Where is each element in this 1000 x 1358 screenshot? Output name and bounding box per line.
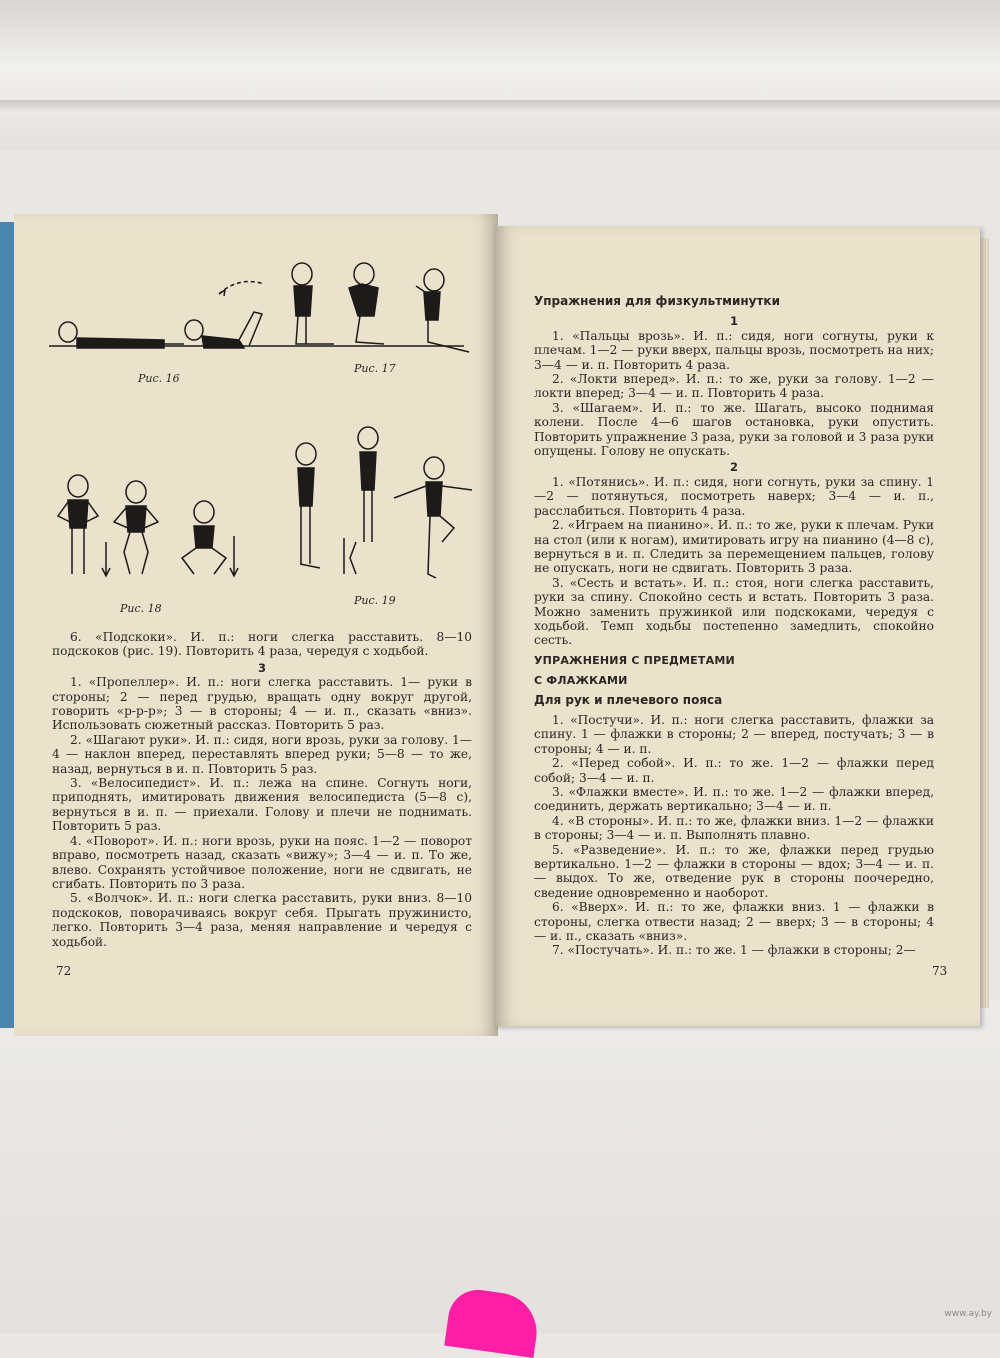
paragraph: 5. «Разведение». И. п.: то же, флажки перед грудью вертикально. 1—2 — флажки в стороны — вдох; 3—4 — и. п. — выдох. То же, отведение рук в стороны поочередно, сведение одновременно и наоборот. (534, 842, 934, 900)
paragraph: 2. «Шагают руки». И. п.: сидя, ноги врозь, руки за голову. 1—4 — наклон вперед, переставлять вперед руки; 5—8 — то же, назад, вернуться в и. п. Повторить 5 раз. (52, 732, 472, 776)
paragraph: 7. «Постучать». И. п.: то же. 1 — флажки в стороны; 2— (552, 943, 916, 958)
figure-lying-exercise (44, 254, 474, 364)
paragraph: 1. «Постучи». И. п.: ноги слегка расставить, флажки за спину. 1 — флажки в стороны; 2 — вперед, постучать; 3 — в стороны; 4 — и. п. (534, 712, 934, 756)
paragraph: 4. «Поворот». И. п.: ноги врозь, руки на пояс. 1—2 — поворот вправо, посмотреть назад, сказать «вижу»; 3—4 — и. п. То же, влево. Сохранять устойчивое положение, ноги не сдвигать, не сгибать. Повторить по 3 раза. (52, 833, 472, 891)
caption-fig17: Рис. 17 (354, 362, 396, 375)
paragraph: 1. «Потянись». И. п.: сидя, ноги согнуть, руки за спину. 1—2 — потянуться, посмотреть наверх; 3—4 — и. п., расслабиться. Повторить 4 раза. (534, 474, 934, 518)
section-heading: Для рук и плечевого пояса (534, 692, 723, 707)
page-number-left: 72 (56, 964, 72, 978)
paragraph: 2. «Перед собой». И. п.: то же. 1—2 — флажки перед собой; 3—4 — и. п. (534, 756, 934, 785)
paragraph: 3. «Флажки вместе». И. п.: то же. 1—2 — флажки вперед, соединить, держать вертикально; 3—4 — и. п. (534, 785, 934, 814)
paragraph: 2. «Играем на пианино». И. п.: то же, руки к плечам. Руки на стол (или к ногам), имитировать игру на пианино (4—8 с), вернуться в и. п. Следить за перемещением пальцев, голову не опускать, ноги не сдвигать. Повторить 3 раза. (534, 518, 934, 576)
left-body-text (52, 630, 472, 949)
section-heading: УПРАЖНЕНИЯ С ПРЕДМЕТАМИ (534, 653, 735, 667)
paragraph: 2. «Локти вперед». И. п.: то же, руки за голову. 1—2 — локти вперед; 3—4 — и. п. Повторить 4 раза. (534, 372, 934, 401)
figure-standing-exercises (44, 424, 474, 594)
paragraph: 5. «Волчок». И. п.: ноги слегка расставить, руки вниз. 8—10 подскоков, поворачиваясь вокруг себя. Прыгать пружинисто, легко. Повторить 3—4 раза, меняя направление и чередуя с ходьбой. (52, 891, 472, 949)
paragraph: 1. «Пропеллер». И. п.: ноги слегка расставить. 1— руки в стороны; 2 — перед грудью, вращать одну вокруг другой, говорить «р-р-р»; 3 — в стороны; 4 — и. п., сказать «вниз». Использовать сюжетный рассказ. Повторить 5 раз. (52, 675, 472, 733)
right-page (494, 226, 980, 1026)
window-sill-edge (0, 100, 1000, 114)
caption-fig18: Рис. 18 (120, 602, 162, 615)
paragraph: 4. «В стороны». И. п.: то же, флажки вниз. 1—2 — флажки в стороны; 3—4 — и. п. Выполнять плавно. (534, 813, 934, 843)
section-heading: С ФЛАЖКАМИ (534, 674, 628, 688)
window-sill (0, 0, 1000, 150)
paragraph: 3. «Шагаем». И. п.: то же. Шагать, высоко поднимая колени. После 4—6 шагов остановка, руки опустить. Повторить упражнение 3 раза, руки за головой и 3 раза руки опущены. Голову не опускать. (534, 400, 934, 459)
paragraph: 6. «Подскоки». И. п.: ноги слегка расставить. 8—10 подскоков (рис. 19). Повторить 4 раза, чередуя с ходьбой. (52, 630, 472, 659)
section-heading: Упражнения для физкультминутки (534, 294, 780, 308)
left-page (14, 214, 498, 1036)
paragraph: 6. «Вверх». И. п.: то же, флажки вниз. 1 — флажки в стороны, слегка отвести назад; 2 — вверх; 3 — в стороны; 4 — и. п., сказать «вниз». (534, 900, 934, 944)
section-number: 2 (729, 460, 738, 475)
paragraph: 1. «Пальцы врозь». И. п.: сидя, ноги согнуты, руки к плечам. 1—2 — руки вверх, пальцы врозь, посмотреть на них; 3—4 — и. п. Повторить 4 раза. (534, 328, 935, 372)
page-number-right: 73 (932, 964, 948, 978)
right-body-text (534, 292, 934, 958)
section-number: 1 (729, 314, 738, 329)
section-number: 3 (257, 660, 266, 675)
caption-fig16: Рис. 16 (138, 372, 180, 385)
paragraph: 3. «Велосипедист». И. п.: лежа на спине. Согнуть ноги, приподнять, имитировать движения велосипедиста (5—8 с), вернуться в и. п. — приехали. Голову и плечи не поднимать. Повторить 5 раз. (52, 776, 472, 834)
table-surface (0, 1000, 1000, 1333)
book-cover-edge (0, 222, 14, 1028)
caption-fig19: Рис. 19 (354, 594, 396, 607)
watermark: www.ay.by (944, 1309, 992, 1319)
paragraph: 3. «Сесть и встать». И. п.: стоя, ноги слегка расставить, руки за спину. Спокойно сесть и встать. Повторить 3 раза. Можно заменить пружинкой или подскоками, чередуя с ходьбой. Темп ходьбы постепенно замедлить, спокойно сесть. (534, 575, 934, 648)
